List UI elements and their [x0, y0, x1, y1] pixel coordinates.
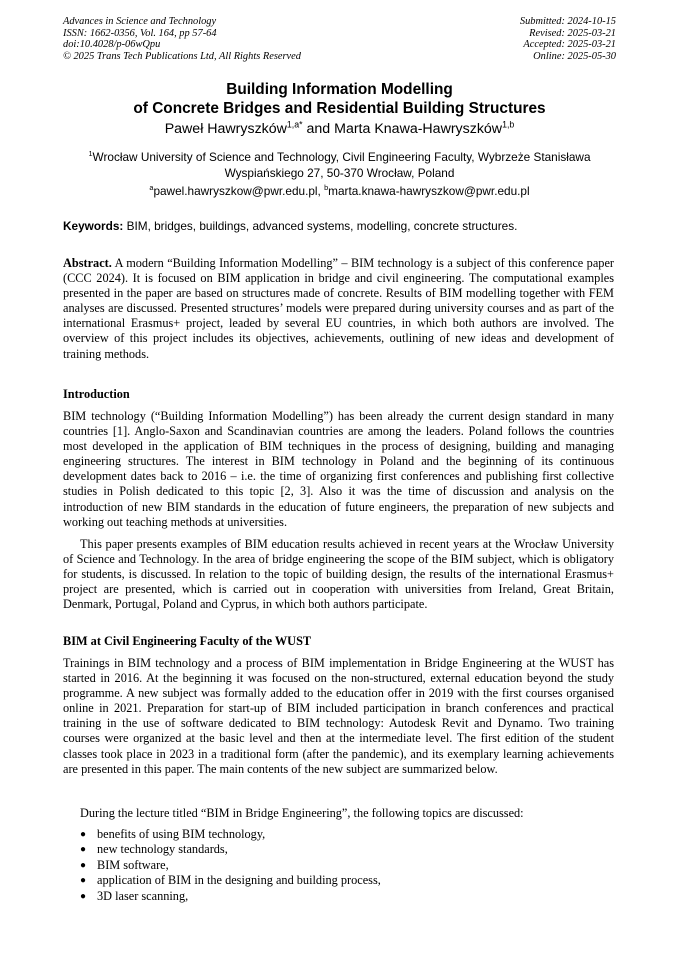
email-b[interactable]: marta.knawa-hawryszkow@pwr.edu.pl: [328, 184, 530, 198]
title-line-2: of Concrete Bridges and Residential Building Structures: [133, 100, 546, 117]
doi: doi:10.4028/p-06wQpu: [63, 39, 161, 50]
list-item: ● BIM software,: [80, 857, 169, 872]
bullet-icon: ●: [80, 859, 87, 871]
accepted-date: Accepted: 2025-03-21: [523, 39, 616, 50]
affiliation: [63, 149, 616, 181]
submitted-date: Submitted: 2024-10-15: [519, 16, 616, 27]
keywords-label: Keywords:: [63, 219, 124, 233]
bullet-icon: ●: [80, 844, 87, 856]
author-2: Marta Knawa-Hawryszków: [334, 121, 503, 137]
wust-paragraph-1: Trainings in BIM technology and a process of BIM implementation in Bridge Engineering at the WUST has started in 2016. At the beginning it was focused on the non-structured, external education beyond the study programme. A new subject was formally added to the education offer in 2019 with the first courses organised online in 2021. Preparation for start-up of BIM included participation in branch conferences and practical training in the use of software dedicated to BIM technology: Autodesk Revit and Dynamo. Two training courses were organized at the basic level and then at the intermediate level. The first edition of the student classes took place in 2023 in a traditional form (after the pandemic), and its exemplary learning achievements are presented in this paper. The main contents of the new subject are summarized below.: [63, 656, 614, 776]
author-1: Paweł Hawryszków: [164, 121, 287, 137]
publication-dates: [520, 16, 616, 62]
online-date: Online: 2025-05-30: [533, 50, 616, 62]
bullet-icon: ●: [80, 890, 87, 902]
author-1-affiliation: 1,a*: [286, 119, 303, 130]
introduction-heading: Introduction: [63, 387, 130, 401]
list-item: ● new technology standards,: [80, 842, 228, 857]
copyright: © 2025 Trans Tech Publications Ltd, All Rights Reserved: [63, 50, 301, 62]
topics-list: [80, 827, 600, 904]
introduction-paragraph-1: BIM technology (“Building Information Modelling”) has been already the current design standard in many countries [1]. Anglo-Saxon and Scandinavian countries are among the leaders. Poland follows the countries most developed in the application of BIM techniques in the process of designing, building and managing engineering structures. The interest in BIM technology in Poland and the beginning of its continuous development dates back to 2016 – i.e. the time of organizing first conferences and publishing first collective studies in Polish dedicated to this topic [2, 3]. Also it was the time of discussion and analysis on the introduction of new BIM standards in the education of future engineers, the preparation of new subjects and working out teaching methods at universities.: [63, 409, 614, 529]
affiliation-marker: 1: [88, 149, 93, 159]
title-line-1: Building Information Modelling: [226, 81, 453, 98]
author-list: [63, 121, 616, 138]
paper-title: [63, 80, 616, 118]
introduction-paragraph-2: This paper presents examples of BIM education results achieved in recent years at the Wrocław University of Science and Technology. In the area of bridge engineering the scope of the BIM subject, which is obligatory for students, is discussed. In relation to the topic of building design, the results of the international Erasmus+ project are presented, which is carried out in cooperation with universities from Ireland, Great Britain, Denmark, Portugal, Poland and Cyprus, in which both authors participate.: [63, 537, 614, 612]
email-a[interactable]: pawel.hawryszkow@pwr.edu.pl,: [153, 184, 325, 198]
affiliation-line-1: Wrocław University of Science and Technology, Civil Engineering Faculty, Wybrzeże Stanisława: [92, 150, 591, 164]
list-item: ● benefits of using BIM technology,: [80, 827, 266, 841]
abstract-text: A modern “Building Information Modelling” – BIM technology is a subject of this conference paper (CCC 2024). It is focused on BIM application in bridge and civil engineering. The computational examples presented in the paper are based on structures made of concrete. Results of BIM modelling together with FEM analyses are discussed. Presented structures’ models were prepared during university courses and as part of the international Erasmus+ project, leaded by several EU countries, in which both authors are involved. The overview of this project includes its objectives, achievements, outlining of new ideas and development of training methods.: [63, 256, 614, 361]
bullet-icon: ●: [80, 875, 87, 887]
issn: ISSN: 1662-0356, Vol. 164, pp 57-64: [63, 27, 217, 39]
journal-info: [63, 16, 301, 62]
affiliation-line-2: Wyspiańskiego 27, 50-370 Wrocław, Poland: [224, 166, 455, 180]
journal-name: Advances in Science and Technology: [63, 16, 217, 27]
author-emails: [63, 183, 616, 199]
keywords: [63, 218, 616, 234]
wust-heading: BIM at Civil Engineering Faculty of the WUST: [63, 634, 312, 648]
email-b-marker: b: [324, 183, 329, 193]
abstract-label: Abstract.: [63, 256, 112, 270]
author-conjunction: and: [302, 121, 335, 137]
email-a-marker: a: [149, 183, 154, 193]
list-item: ● application of BIM in the designing and building process,: [80, 873, 381, 888]
wust-paragraph-2: During the lecture titled “BIM in Bridge Engineering”, the following topics are discussed:: [80, 806, 524, 820]
revised-date: Revised: 2025-03-21: [529, 27, 616, 39]
list-item: ● 3D laser scanning,: [80, 888, 189, 903]
author-2-affiliation: 1,b: [502, 119, 515, 130]
abstract: [63, 256, 614, 362]
keywords-text: BIM, bridges, buildings, advanced systems, modelling, concrete structures.: [123, 219, 518, 233]
bullet-icon: ●: [80, 829, 87, 840]
